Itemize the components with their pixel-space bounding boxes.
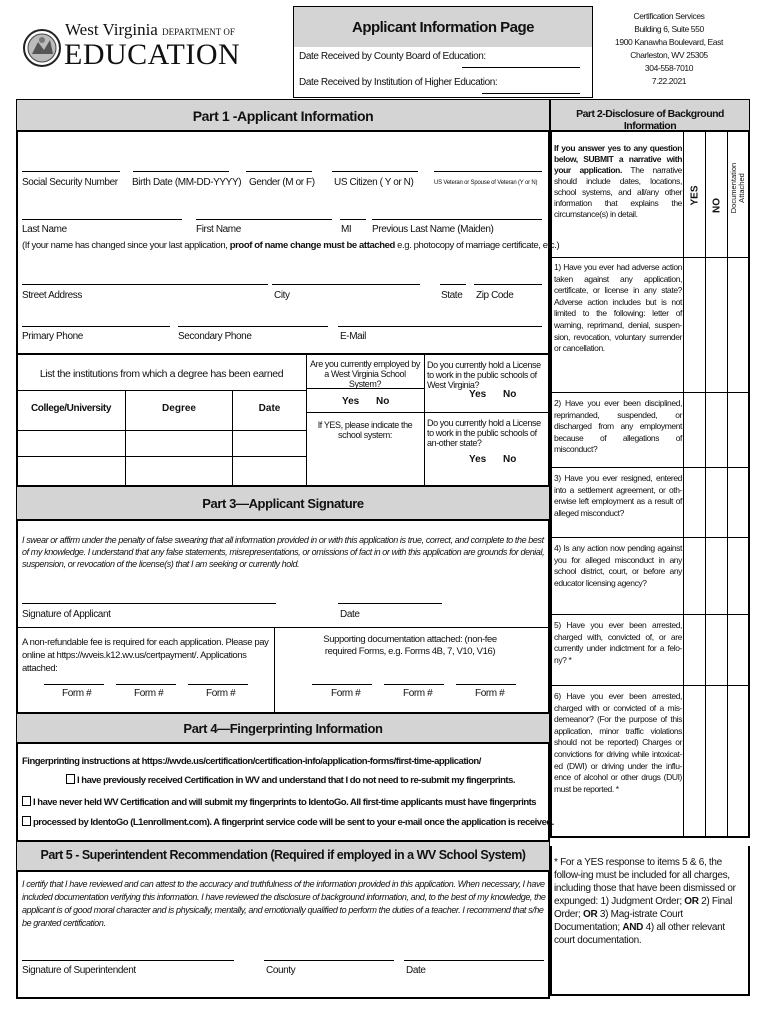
mi-label: MI (341, 224, 352, 235)
part1-title: Part 1 -Applicant Information (192, 108, 374, 124)
name-change-note (22, 240, 559, 251)
employed-yes[interactable]: Yes (342, 396, 360, 407)
support-form-label: Form # (331, 688, 361, 699)
col-date-header: Date (258, 403, 281, 414)
question-5: 5) Have you ever been arrested, charged with, convicted of, or are currently under indictment for a felo-ny? * (554, 620, 682, 665)
q5-no-cell[interactable] (706, 615, 727, 685)
mi-field[interactable] (340, 219, 366, 220)
state-label: State (441, 290, 463, 301)
license-wv-no[interactable]: No (503, 389, 517, 400)
applicant-signature-field[interactable] (22, 603, 276, 604)
gender-field[interactable] (246, 171, 312, 172)
ssn-field[interactable] (22, 171, 120, 172)
city-field[interactable] (272, 284, 420, 285)
superintendent-signature-label: Signature of Superintendent (22, 965, 136, 976)
col-no-header: NO (711, 198, 723, 213)
primary-phone-field[interactable] (22, 326, 170, 327)
contact-line: Certification Services (633, 11, 705, 21)
q1-yes-cell[interactable] (684, 258, 705, 392)
birth-date-label: Birth Date (MM-DD-YYYY) (132, 177, 242, 188)
note-bold: proof of name change must be attached (229, 240, 395, 251)
received-ihe-label: Date Received by Institution of Higher Education: (299, 77, 498, 88)
fingerprint-option-2b (22, 816, 554, 828)
question-4: 4) Is any action now pending against you for alleged misconduct in any school district, court, or before any educator licensing agency? (554, 543, 682, 588)
q1-no-cell[interactable] (706, 258, 727, 392)
applicant-date-label: Date (340, 609, 360, 620)
fee-notice: A non-refundable fee is required for each application. Please pay online at https://wveis.k12.wv.us/certpayment/. Applications attached: (22, 637, 269, 674)
note-text: e.g. photocopy of marriage certificate, etc.) (394, 240, 560, 251)
note-text: 4) all other relevant court documentation. (554, 922, 725, 946)
q1-doc-cell[interactable] (728, 258, 749, 392)
note-text: 2) Final Order; (554, 896, 733, 920)
part4-title: Part 4—Fingerprinting Information (183, 721, 383, 736)
street-field[interactable] (22, 284, 268, 285)
degree-row-2[interactable] (17, 457, 306, 484)
question-6: 6) Have you ever been arrested, charged with or convicted of a mis-demeanor? (For the purpose of this application, minor traffic violations should not be reported) Charges or convictions for driving while intoxicat-ed (DWI) or driving under the influ-ence of alcohol or other drugs (DUI) must be reported. * (554, 691, 682, 794)
received-county-field[interactable] (462, 67, 580, 68)
first-name-field[interactable] (196, 219, 332, 220)
support-form-field[interactable] (384, 684, 444, 685)
note-or: OR (684, 896, 699, 907)
q4-doc-cell[interactable] (728, 538, 749, 614)
employed-question: Are you currently employed by a West Virginia School System? (310, 359, 420, 389)
secondary-phone-field[interactable] (178, 326, 328, 327)
checkbox-icon[interactable] (22, 816, 31, 826)
gender-label: Gender (M or F) (249, 177, 315, 188)
col-yes-header: YES (689, 185, 701, 206)
state-field[interactable] (440, 284, 466, 285)
checkbox-icon[interactable] (22, 796, 31, 806)
license-other-yes[interactable]: Yes (469, 454, 487, 465)
intro-bold: If you answer yes to any question below, SUBMIT a narrative with your application. (554, 143, 682, 175)
question-2: 2) Have you ever been disciplined, reprimanded, suspended, or discharged from any employment because of allegations of misconduct? (554, 398, 682, 455)
license-wv-question: Do you currently hold a License to work in the public schools of West Virginia? (427, 360, 541, 390)
question-1: 1) Have you ever had adverse action taken against any application, certificate, or license in any state? Adverse action includes but is not limited to the following: letter of warning, reprimand, denial, suspen-sion, revocation, voluntary surrender or cancellation. (554, 262, 682, 354)
q4-no-cell[interactable] (706, 538, 727, 614)
yes-response-note (554, 856, 748, 947)
option-1-label: I have previously received Certification in WV and understand that I do not need to re-submit my fingerprints. (77, 775, 516, 786)
ssn-label: Social Security Number (22, 177, 118, 188)
part5-title: Part 5 - Superintendent Recommendation (Required if employed in a WV School System) (40, 848, 526, 862)
superintendent-signature-field[interactable] (22, 960, 234, 961)
contact-block (596, 10, 742, 88)
superintendent-county-label: County (266, 965, 296, 976)
citizen-label: US Citizen ( Y or N) (334, 177, 414, 188)
option-2b-label: processed by IdentoGo (L1enrollment.com). A fingerprint service code will be sent to your e-mail once the application is received. (33, 817, 554, 828)
logo-state: West Virginia (65, 20, 158, 39)
primary-phone-label: Primary Phone (22, 331, 83, 342)
support-form-label: Form # (403, 688, 433, 699)
email-field[interactable] (338, 326, 542, 327)
support-form-label: Form # (475, 688, 505, 699)
applicant-oath: I swear or affirm under the penalty of false swearing that all information provided in or with this application is true, correct, and complete to the best of my knowledge. I understand that any false statements, misrepresentations, or omissions of fact in or with this application are grounds for denial, suspension, or revocation of the license(s) that I am seeking or currently hold. (22, 535, 545, 570)
received-ihe-field[interactable] (482, 93, 580, 94)
email-label: E-Mail (340, 331, 366, 342)
city-label: City (274, 290, 290, 301)
secondary-phone-label: Secondary Phone (178, 331, 252, 342)
fingerprint-instructions: Fingerprinting instructions at https://wvde.us/certification/certification-info/application-forms/first-time-application/ (22, 756, 481, 767)
q3-yes-cell[interactable] (684, 468, 705, 537)
wv-state-seal-icon (22, 12, 62, 84)
part2-intro (554, 143, 682, 220)
zip-label: Zip Code (476, 290, 514, 301)
first-name-label: First Name (196, 224, 241, 235)
logo-dept: DEPARTMENT OF (162, 27, 235, 37)
q3-no-cell[interactable] (706, 468, 727, 537)
superintendent-certification: I certify that I have reviewed and can attest to the accuracy and truthfulness of the information provided in this application. When necessary, I have included documentation verifying this information. I have reviewed the disclosure of background information, and, to the best of my knowledge, the applicant is of good moral character and is physically, mentally, and emotionally qualified to perform the duties of a teacher. I recommend that s/he be granted certification. (22, 879, 546, 929)
q3-doc-cell[interactable] (728, 468, 749, 537)
received-county-label: Date Received by County Board of Education: (299, 51, 486, 62)
col-degree-header: Degree (162, 403, 196, 414)
superintendent-date-field[interactable] (404, 960, 544, 961)
contact-line: 7.22.2021 (651, 76, 687, 86)
contact-line: Building 6, Suite 550 (634, 24, 704, 34)
employed-no[interactable]: No (376, 396, 390, 407)
part2-title: Part 2-Disclosure of Background Information (576, 108, 724, 132)
support-docs-label: Supporting documentation attached: (non-fee required Forms, e.g. Forms 4B, 7, V10, V16) (323, 634, 497, 657)
note-text: 3) Mag-istrate Court Documentation; (554, 909, 683, 933)
license-other-question: Do you currently hold a License to work in the public schools of an-other state? (427, 418, 541, 448)
q4-yes-cell[interactable] (684, 538, 705, 614)
q6-yes-cell[interactable] (684, 686, 705, 838)
fee-form-field[interactable] (44, 684, 104, 685)
fingerprint-option-1[interactable] (66, 774, 515, 786)
note-text: (If your name has changed since your last application, (22, 240, 230, 251)
citizen-field[interactable] (332, 171, 418, 172)
superintendent-county-field[interactable] (264, 960, 394, 961)
intro-text: The narrative should include dates, locations, school systems, and all/any other information that explains the circumstance(s) in detail. (554, 165, 683, 219)
license-wv-yes[interactable]: Yes (469, 389, 487, 400)
fee-form-label: Form # (206, 688, 236, 699)
part3-title: Part 3—Applicant Signature (202, 496, 364, 511)
q2-yes-cell[interactable] (684, 393, 705, 467)
q5-doc-cell[interactable] (728, 615, 749, 685)
logo-agency: EDUCATION (64, 38, 241, 71)
q6-doc-cell[interactable] (728, 686, 749, 838)
fee-form-field[interactable] (188, 684, 248, 685)
logo (22, 12, 272, 84)
q6-no-cell[interactable] (706, 686, 727, 838)
last-name-field[interactable] (22, 219, 182, 220)
superintendent-date-label: Date (406, 965, 426, 976)
fee-form-field[interactable] (116, 684, 176, 685)
q5-yes-cell[interactable] (684, 615, 705, 685)
page-title: Applicant Information Page (351, 19, 534, 36)
support-form-field[interactable] (456, 684, 516, 685)
title-box (293, 6, 593, 98)
veteran-label: US Veteran or Spouse of Veteran (Y or N) (434, 180, 538, 186)
note-and: AND (622, 922, 644, 933)
q2-no-cell[interactable] (706, 393, 727, 467)
col-doc-header: Documentation Attached (729, 162, 746, 214)
degree-row-1[interactable] (17, 431, 306, 455)
contact-line: 1900 Kanawha Boulevard, East (615, 37, 723, 47)
zip-field[interactable] (474, 284, 542, 285)
last-name-label: Last Name (22, 224, 67, 235)
note-text: * For a YES response to items 5 & 6, the follow-ing must be included for all charges, including those that have been dismissed or expunged: 1) Judgment Order; (554, 857, 736, 907)
school-system-label: If YES, please indicate the school system: (317, 420, 413, 440)
col-university-header: College/University (30, 403, 112, 414)
support-form-field[interactable] (312, 684, 372, 685)
license-other-no[interactable]: No (503, 454, 517, 465)
question-3: 3) Have you ever resigned, entered into a settlement agreement, or oth-erwise left employment as a result of alleged misconduct? (554, 473, 682, 518)
institutions-label: List the institutions from which a degree has been earned (39, 368, 284, 380)
fee-form-label: Form # (62, 688, 92, 699)
note-or: OR (583, 909, 598, 920)
previous-name-field[interactable] (372, 219, 542, 220)
school-system-field[interactable] (308, 444, 422, 482)
contact-line: Charleston, WV 25305 (630, 50, 708, 60)
veteran-field[interactable] (434, 171, 542, 172)
street-label: Street Address (22, 290, 82, 301)
applicant-date-field[interactable] (338, 603, 442, 604)
q2-doc-cell[interactable] (728, 393, 749, 467)
option-2-label: I have never held WV Certification and will submit my fingerprints to IdentoGo. All first-time applicants must have fingerprints (33, 797, 537, 808)
birth-date-field[interactable] (133, 171, 229, 172)
fingerprint-option-2[interactable] (22, 796, 536, 808)
applicant-signature-label: Signature of Applicant (22, 609, 111, 620)
fee-form-label: Form # (134, 688, 164, 699)
checkbox-icon[interactable] (66, 774, 75, 784)
contact-line: 304-558-7010 (644, 63, 694, 73)
previous-name-label: Previous Last Name (Maiden) (372, 224, 494, 235)
